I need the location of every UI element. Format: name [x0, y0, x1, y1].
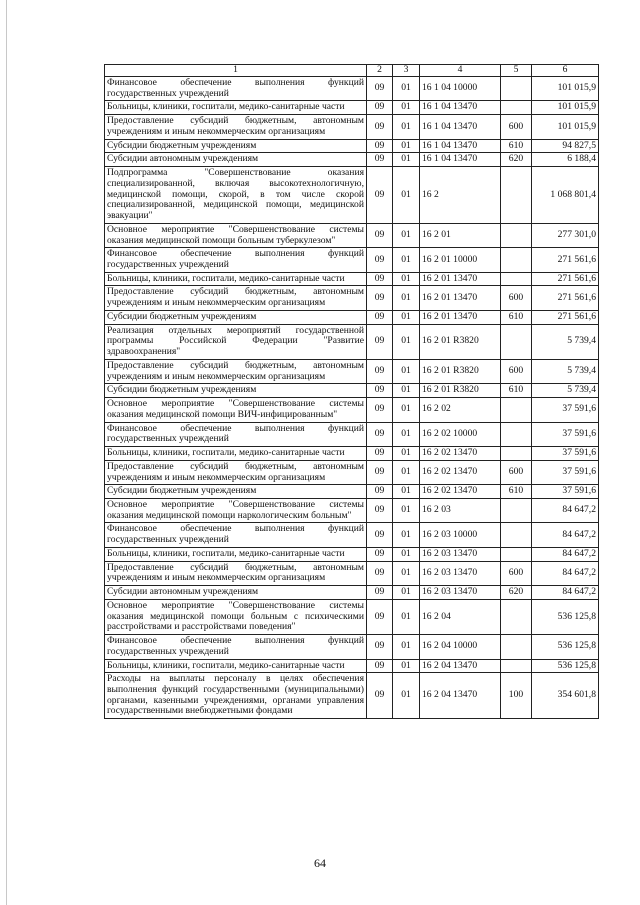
- row-rz: 09: [367, 599, 393, 634]
- row-rz: 09: [367, 310, 393, 324]
- table-row: [105, 115, 599, 139]
- row-sum: 354 601,8: [532, 673, 599, 719]
- row-pr: 01: [393, 673, 420, 719]
- row-name: Основное мероприятие "Совершенствование системы оказания медицинской помощи наркологическим больным": [105, 498, 367, 522]
- row-sum: 5 739,4: [532, 359, 599, 383]
- table-row: [105, 498, 599, 522]
- table-row: [105, 659, 599, 673]
- table-row: [105, 398, 599, 422]
- table-row: [105, 599, 599, 634]
- row-sum: 271 561,6: [532, 286, 599, 310]
- row-rz: 09: [367, 139, 393, 153]
- row-vr: [501, 223, 532, 247]
- scan-edge: [6, 0, 7, 905]
- row-vr: [501, 398, 532, 422]
- row-rz: 09: [367, 272, 393, 286]
- row-vr: 610: [501, 139, 532, 153]
- row-csr: 16 2 04 13470: [420, 673, 501, 719]
- table-row: [105, 248, 599, 272]
- row-sum: 37 591,6: [532, 422, 599, 446]
- table-row: [105, 324, 599, 359]
- row-vr: [501, 447, 532, 461]
- row-sum: 84 647,2: [532, 561, 599, 585]
- row-rz: 09: [367, 115, 393, 139]
- row-name: Финансовое обеспечение выполнения функций государственных учреждений: [105, 248, 367, 272]
- row-rz: 09: [367, 153, 393, 167]
- row-sum: 536 125,8: [532, 599, 599, 634]
- row-csr: 16 2 02: [420, 398, 501, 422]
- row-name: Финансовое обеспечение выполнения функций государственных учреждений: [105, 77, 367, 101]
- table-row: [105, 101, 599, 115]
- row-pr: 01: [393, 324, 420, 359]
- row-rz: 09: [367, 422, 393, 446]
- row-pr: 01: [393, 153, 420, 167]
- row-csr: 16 2 01 R3820: [420, 324, 501, 359]
- row-rz: 09: [367, 359, 393, 383]
- row-name: Реализация отдельных мероприятий государственной программы Российской Федерации "Развитие здравоохранения": [105, 324, 367, 359]
- row-rz: 09: [367, 523, 393, 547]
- row-csr: 16 2: [420, 167, 501, 224]
- row-csr: 16 2 02 10000: [420, 422, 501, 446]
- row-rz: 09: [367, 586, 393, 600]
- row-vr: 620: [501, 586, 532, 600]
- row-pr: 01: [393, 248, 420, 272]
- row-csr: 16 2 03 13470: [420, 586, 501, 600]
- row-csr: 16 1 04 13470: [420, 101, 501, 115]
- row-csr: 16 2 02 13470: [420, 460, 501, 484]
- row-rz: 09: [367, 498, 393, 522]
- row-name: Финансовое обеспечение выполнения функций государственных учреждений: [105, 523, 367, 547]
- row-sum: 94 827,5: [532, 139, 599, 153]
- row-csr: 16 1 04 13470: [420, 139, 501, 153]
- row-pr: 01: [393, 359, 420, 383]
- row-rz: 09: [367, 248, 393, 272]
- row-name: Субсидии автономным учреждениям: [105, 586, 367, 600]
- row-rz: 09: [367, 659, 393, 673]
- row-sum: 1 068 801,4: [532, 167, 599, 224]
- table-row: [105, 223, 599, 247]
- row-csr: 16 2 01 13470: [420, 286, 501, 310]
- row-vr: [501, 635, 532, 659]
- row-sum: 5 739,4: [532, 384, 599, 398]
- row-rz: 09: [367, 77, 393, 101]
- row-vr: 600: [501, 359, 532, 383]
- row-csr: 16 2 01 R3820: [420, 384, 501, 398]
- col-header-pr: 3: [393, 65, 420, 77]
- row-name: Основное мероприятие "Совершенствование системы оказания медицинской помощи больным туберкулезом": [105, 223, 367, 247]
- row-rz: 09: [367, 286, 393, 310]
- row-rz: 09: [367, 460, 393, 484]
- row-sum: 277 301,0: [532, 223, 599, 247]
- table-row: [105, 359, 599, 383]
- row-pr: 01: [393, 286, 420, 310]
- row-name: Предоставление субсидий бюджетным, автономным учреждениям и иным некоммерческим организациям: [105, 286, 367, 310]
- table-row: [105, 422, 599, 446]
- row-csr: 16 2 01 R3820: [420, 359, 501, 383]
- col-header-vr: 5: [501, 65, 532, 77]
- row-vr: 600: [501, 460, 532, 484]
- row-name: Основное мероприятие "Совершенствование системы оказания медицинской помощи ВИЧ-инфицированным": [105, 398, 367, 422]
- table-header-row: [105, 65, 599, 77]
- row-sum: 101 015,9: [532, 115, 599, 139]
- row-sum: 101 015,9: [532, 101, 599, 115]
- table-row: [105, 384, 599, 398]
- row-sum: 6 188,4: [532, 153, 599, 167]
- row-pr: 01: [393, 272, 420, 286]
- row-name: Предоставление субсидий бюджетным, автономным учреждениям и иным некоммерческим организациям: [105, 561, 367, 585]
- row-name: Финансовое обеспечение выполнения функций государственных учреждений: [105, 635, 367, 659]
- row-pr: 01: [393, 115, 420, 139]
- row-name: Субсидии бюджетным учреждениям: [105, 310, 367, 324]
- row-sum: 101 015,9: [532, 77, 599, 101]
- row-csr: 16 2 02 13470: [420, 485, 501, 499]
- row-vr: [501, 422, 532, 446]
- table-row: [105, 153, 599, 167]
- row-pr: 01: [393, 498, 420, 522]
- row-pr: 01: [393, 398, 420, 422]
- row-pr: 01: [393, 223, 420, 247]
- col-header-rz: 2: [367, 65, 393, 77]
- row-rz: 09: [367, 101, 393, 115]
- row-rz: 09: [367, 635, 393, 659]
- row-vr: 600: [501, 115, 532, 139]
- row-vr: [501, 324, 532, 359]
- row-pr: 01: [393, 635, 420, 659]
- row-vr: [501, 498, 532, 522]
- page-number: 64: [314, 856, 326, 870]
- row-name: Основное мероприятие "Совершенствование системы оказания медицинской помощи больным с психическими расстройствами и расстройствами поведения": [105, 599, 367, 634]
- row-sum: 84 647,2: [532, 547, 599, 561]
- table-row: [105, 77, 599, 101]
- col-header-name: 1: [105, 65, 367, 77]
- row-rz: 09: [367, 485, 393, 499]
- row-pr: 01: [393, 77, 420, 101]
- table-row: [105, 635, 599, 659]
- row-pr: 01: [393, 586, 420, 600]
- table-row: [105, 139, 599, 153]
- row-sum: 37 591,6: [532, 398, 599, 422]
- row-name: Субсидии автономным учреждениям: [105, 153, 367, 167]
- row-pr: 01: [393, 659, 420, 673]
- row-name: Больницы, клиники, госпитали, медико-санитарные части: [105, 101, 367, 115]
- row-csr: 16 1 04 13470: [420, 153, 501, 167]
- table-row: [105, 547, 599, 561]
- table-row: [105, 272, 599, 286]
- row-name: Предоставление субсидий бюджетным, автономным учреждениям и иным некоммерческим организациям: [105, 359, 367, 383]
- row-rz: 09: [367, 673, 393, 719]
- row-vr: [501, 167, 532, 224]
- row-sum: 271 561,6: [532, 310, 599, 324]
- row-pr: 01: [393, 139, 420, 153]
- row-sum: 536 125,8: [532, 635, 599, 659]
- row-pr: 01: [393, 460, 420, 484]
- row-vr: 600: [501, 286, 532, 310]
- row-name: Больницы, клиники, госпитали, медико-санитарные части: [105, 272, 367, 286]
- row-pr: 01: [393, 561, 420, 585]
- row-vr: [501, 101, 532, 115]
- row-vr: 610: [501, 310, 532, 324]
- row-rz: 09: [367, 398, 393, 422]
- row-csr: 16 2 02 13470: [420, 447, 501, 461]
- row-vr: [501, 272, 532, 286]
- table-body: [105, 77, 599, 719]
- row-pr: 01: [393, 422, 420, 446]
- col-header-sum: 6: [532, 65, 599, 77]
- table-row: [105, 460, 599, 484]
- row-csr: 16 1 04 13470: [420, 115, 501, 139]
- row-rz: 09: [367, 447, 393, 461]
- row-csr: 16 2 01 13470: [420, 310, 501, 324]
- col-header-csr: 4: [420, 65, 501, 77]
- row-pr: 01: [393, 485, 420, 499]
- row-rz: 09: [367, 223, 393, 247]
- row-vr: [501, 523, 532, 547]
- row-vr: 100: [501, 673, 532, 719]
- row-rz: 09: [367, 167, 393, 224]
- row-sum: 37 591,6: [532, 485, 599, 499]
- row-csr: 16 2 01 13470: [420, 272, 501, 286]
- row-rz: 09: [367, 547, 393, 561]
- row-rz: 09: [367, 324, 393, 359]
- row-name: Субсидии бюджетным учреждениям: [105, 384, 367, 398]
- row-name: Больницы, клиники, госпитали, медико-санитарные части: [105, 659, 367, 673]
- row-name: Подпрограмма "Совершенствование оказания специализированной, включая высокотехнологичную, медицинской помощи, скорой, в том числе скорой специализированной, медицинской помощи, медицинской эвакуации": [105, 167, 367, 224]
- row-sum: 5 739,4: [532, 324, 599, 359]
- row-sum: 84 647,2: [532, 523, 599, 547]
- row-vr: 610: [501, 384, 532, 398]
- row-csr: 16 2 03 13470: [420, 561, 501, 585]
- row-pr: 01: [393, 167, 420, 224]
- table-row: [105, 586, 599, 600]
- row-csr: 16 2 03: [420, 498, 501, 522]
- row-sum: 536 125,8: [532, 659, 599, 673]
- row-vr: [501, 659, 532, 673]
- row-csr: 16 1 04 10000: [420, 77, 501, 101]
- row-pr: 01: [393, 310, 420, 324]
- row-pr: 01: [393, 547, 420, 561]
- row-csr: 16 2 01 10000: [420, 248, 501, 272]
- table-row: [105, 485, 599, 499]
- row-name: Больницы, клиники, госпитали, медико-санитарные части: [105, 547, 367, 561]
- row-pr: 01: [393, 384, 420, 398]
- row-name: Предоставление субсидий бюджетным, автономным учреждениям и иным некоммерческим организациям: [105, 115, 367, 139]
- table-row: [105, 286, 599, 310]
- row-rz: 09: [367, 561, 393, 585]
- row-vr: [501, 547, 532, 561]
- budget-table: [104, 64, 599, 719]
- row-pr: 01: [393, 523, 420, 547]
- row-sum: 84 647,2: [532, 586, 599, 600]
- row-rz: 09: [367, 384, 393, 398]
- table-row: [105, 310, 599, 324]
- row-pr: 01: [393, 599, 420, 634]
- row-sum: 271 561,6: [532, 272, 599, 286]
- row-csr: 16 2 03 13470: [420, 547, 501, 561]
- row-vr: [501, 248, 532, 272]
- row-sum: 37 591,6: [532, 460, 599, 484]
- row-vr: [501, 77, 532, 101]
- row-csr: 16 2 04: [420, 599, 501, 634]
- table-row: [105, 167, 599, 224]
- table-row: [105, 673, 599, 719]
- row-sum: 271 561,6: [532, 248, 599, 272]
- row-name: Финансовое обеспечение выполнения функций государственных учреждений: [105, 422, 367, 446]
- row-vr: 610: [501, 485, 532, 499]
- row-name: Больницы, клиники, госпитали, медико-санитарные части: [105, 447, 367, 461]
- row-sum: 84 647,2: [532, 498, 599, 522]
- table-row: [105, 561, 599, 585]
- row-vr: 600: [501, 561, 532, 585]
- row-sum: 37 591,6: [532, 447, 599, 461]
- row-csr: 16 2 03 10000: [420, 523, 501, 547]
- table-row: [105, 523, 599, 547]
- row-vr: [501, 599, 532, 634]
- row-csr: 16 2 01: [420, 223, 501, 247]
- row-pr: 01: [393, 101, 420, 115]
- row-name: Субсидии бюджетным учреждениям: [105, 139, 367, 153]
- row-pr: 01: [393, 447, 420, 461]
- row-name: Субсидии бюджетным учреждениям: [105, 485, 367, 499]
- row-name: Предоставление субсидий бюджетным, автономным учреждениям и иным некоммерческим организациям: [105, 460, 367, 484]
- table-row: [105, 447, 599, 461]
- row-name: Расходы на выплаты персоналу в целях обеспечения выполнения функций государственными (муниципальными) органами, казенными учреждениями, органами управления государственными внебюджетными фондами: [105, 673, 367, 719]
- row-csr: 16 2 04 13470: [420, 659, 501, 673]
- row-csr: 16 2 04 10000: [420, 635, 501, 659]
- row-vr: 620: [501, 153, 532, 167]
